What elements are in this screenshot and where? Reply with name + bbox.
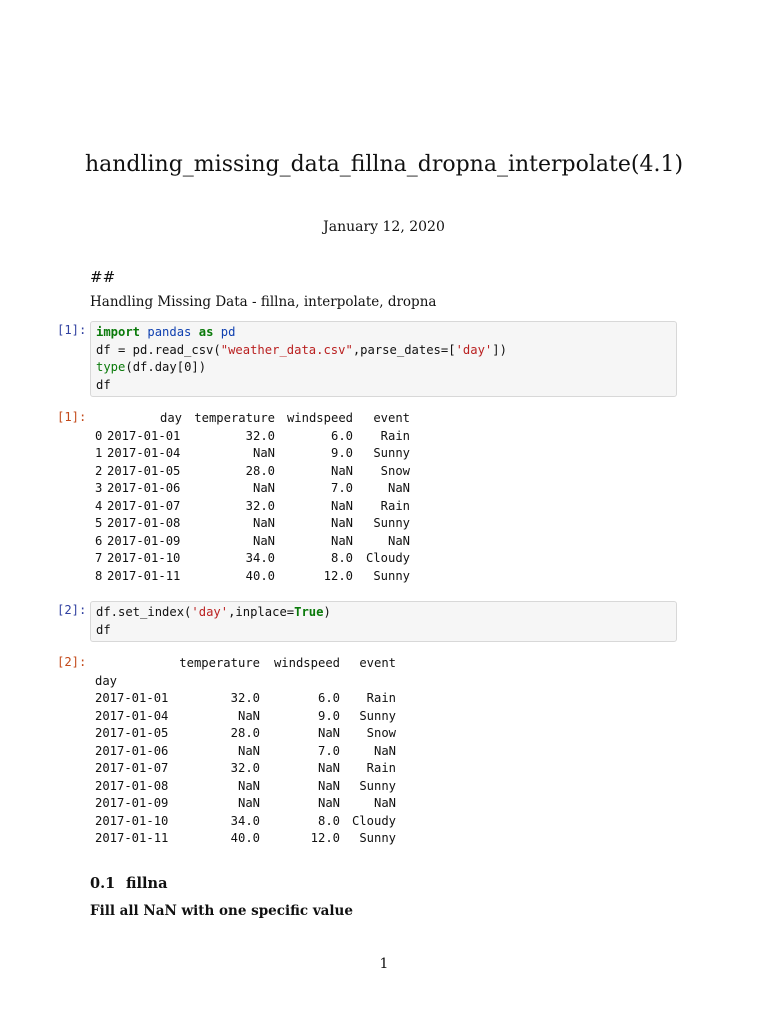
- code-line: [96, 377, 671, 395]
- cell1-output-prompt: [1]:: [57, 410, 87, 424]
- table-cell: Snow: [380, 463, 410, 478]
- table-cell: NaN: [317, 778, 340, 793]
- code-token: ): [323, 605, 331, 619]
- code-token: pd: [220, 325, 236, 339]
- code-token: 0: [184, 360, 192, 374]
- table-cell: 2017-01-01: [95, 691, 169, 705]
- column-header: event: [373, 411, 410, 425]
- table-cell: 2017-01-07: [107, 498, 181, 513]
- table-cell: NaN: [330, 463, 353, 478]
- table-cell: 9.0: [330, 446, 353, 460]
- table-cell: NaN: [317, 761, 340, 775]
- code-token: df = pd.read_csv(: [96, 342, 221, 357]
- markdown-hashes: ##: [90, 268, 116, 286]
- table-cell: Sunny: [373, 568, 410, 583]
- table-cell: 8.0: [317, 813, 340, 828]
- table-cell: 7.0: [330, 481, 353, 495]
- table-cell: 2017-01-09: [95, 796, 169, 810]
- cell1-code-input[interactable]: [90, 321, 677, 397]
- column-header: event: [359, 656, 396, 670]
- table-cell: 2017-01-01: [107, 428, 181, 443]
- table-cell: NaN: [330, 516, 353, 530]
- code-token: ]): [191, 360, 207, 374]
- table-cell: NaN: [237, 796, 260, 810]
- table-cell: Cloudy: [351, 813, 396, 828]
- table-cell: 2017-01-04: [95, 708, 169, 723]
- table-cell: NaN: [237, 743, 260, 758]
- table-cell: 8.0: [330, 551, 353, 565]
- table-cell: 2017-01-08: [107, 516, 181, 530]
- table-cell: 2017-01-05: [107, 463, 181, 478]
- table-cell: NaN: [317, 796, 340, 810]
- table-cell: 2017-01-04: [107, 446, 181, 460]
- cell2-output-prompt: [2]:: [57, 655, 87, 669]
- cell2-code-input[interactable]: [90, 601, 677, 642]
- code-token: ,inplace=: [228, 605, 295, 619]
- code-token: df: [96, 377, 111, 392]
- column-header: day: [159, 411, 182, 425]
- cell1-input-prompt: [1]:: [57, 323, 87, 337]
- table-cell: 32.0: [230, 691, 260, 705]
- table-cell: NaN: [317, 726, 340, 740]
- table-cell: Sunny: [373, 446, 410, 460]
- table-cell: 28.0: [230, 726, 260, 740]
- code-token: ,parse_dates=[: [352, 342, 456, 357]
- table-cell: 34.0: [245, 551, 275, 565]
- table-cell: NaN: [252, 446, 275, 460]
- index-name: day: [95, 673, 118, 688]
- table-cell: 12.0: [323, 568, 353, 583]
- table-cell: Sunny: [359, 708, 396, 723]
- code-token: 'day': [191, 605, 229, 619]
- table-cell: 2017-01-07: [95, 761, 169, 775]
- code-line: [96, 342, 671, 360]
- code-token: True: [294, 605, 324, 619]
- table-cell: 6.0: [317, 691, 340, 705]
- table-cell: Sunny: [359, 831, 396, 845]
- table-cell: Rain: [366, 761, 396, 775]
- column-header: windspeed: [273, 656, 340, 670]
- table-cell: 6.0: [330, 428, 353, 443]
- table-cell: NaN: [237, 778, 260, 793]
- table-cell: 32.0: [245, 428, 275, 443]
- section-title: fillna: [126, 875, 168, 892]
- table-cell: 0: [95, 428, 103, 443]
- table-cell: 28.0: [245, 463, 275, 478]
- table-cell: 2017-01-09: [107, 533, 181, 548]
- code-token: df: [96, 622, 111, 637]
- table-cell: 7.0: [317, 743, 340, 758]
- table-cell: Rain: [380, 428, 410, 443]
- code-token: type: [96, 360, 126, 374]
- table-cell: Sunny: [359, 778, 396, 793]
- code-token: 'day': [455, 342, 493, 357]
- table-cell: 3: [95, 481, 103, 495]
- table-cell: NaN: [373, 743, 396, 758]
- code-line: [96, 359, 671, 377]
- code-token: as: [198, 325, 214, 339]
- code-token: df.set_index(: [96, 605, 192, 619]
- code-token: (df.day[: [125, 360, 185, 374]
- code-token: import: [96, 325, 141, 339]
- table-cell: NaN: [330, 533, 353, 548]
- code-token: "weather_data.csv": [220, 342, 353, 357]
- table-cell: 2017-01-10: [107, 551, 181, 565]
- table-cell: 6: [95, 533, 103, 548]
- code-line: [96, 604, 671, 622]
- table-cell: 34.0: [230, 813, 260, 828]
- document-subtitle: Handling Missing Data - fillna, interpolate, dropna: [90, 294, 437, 310]
- table-cell: 2017-01-05: [95, 726, 169, 740]
- code-token: pandas: [147, 325, 192, 339]
- table-cell: NaN: [237, 708, 260, 723]
- table-cell: 2: [95, 463, 103, 478]
- table-cell: NaN: [387, 481, 410, 495]
- section-number: 0.1: [90, 875, 116, 892]
- page-number: 1: [379, 956, 389, 972]
- table-cell: 2017-01-10: [95, 813, 169, 828]
- table-cell: 2017-01-11: [95, 831, 169, 845]
- section-text: Fill all NaN with one specific value: [90, 903, 353, 919]
- table-cell: Sunny: [373, 516, 410, 530]
- table-cell: 8: [95, 568, 103, 583]
- table-cell: 32.0: [245, 498, 275, 513]
- cell2-input-prompt: [2]:: [57, 603, 87, 617]
- table-cell: 4: [95, 498, 103, 513]
- table-cell: 2017-01-08: [95, 778, 169, 793]
- table-cell: 2017-01-06: [95, 743, 169, 758]
- table-cell: Rain: [366, 691, 396, 705]
- table-cell: 32.0: [230, 761, 260, 775]
- code-token: [191, 325, 198, 339]
- column-header: temperature: [194, 411, 275, 425]
- table-cell: NaN: [252, 481, 275, 495]
- document-title: handling_missing_data_fillna_dropna_interpolate(4.1): [84, 152, 684, 177]
- table-cell: Cloudy: [365, 551, 410, 565]
- table-cell: NaN: [252, 533, 275, 548]
- column-header: temperature: [179, 656, 260, 670]
- code-line: [96, 622, 671, 640]
- document-date: January 12, 2020: [323, 219, 445, 235]
- table-cell: 40.0: [245, 568, 275, 583]
- table-cell: 12.0: [310, 831, 340, 845]
- table-cell: 5: [95, 516, 103, 530]
- table-cell: Rain: [380, 498, 410, 513]
- section-heading: [90, 875, 168, 892]
- table-cell: 7: [95, 551, 103, 565]
- table-cell: 2017-01-06: [107, 481, 181, 495]
- table-cell: 9.0: [317, 708, 340, 723]
- table-cell: 2017-01-11: [107, 568, 181, 583]
- code-token: ]): [492, 342, 507, 357]
- table-cell: 1: [95, 446, 103, 460]
- code-token: [213, 325, 220, 339]
- table-cell: NaN: [330, 498, 353, 513]
- table-cell: NaN: [387, 533, 410, 548]
- table-cell: NaN: [373, 796, 396, 810]
- table-cell: Snow: [366, 726, 396, 740]
- code-line: [96, 324, 671, 342]
- table-cell: 40.0: [230, 831, 260, 845]
- table-cell: NaN: [252, 516, 275, 530]
- column-header: windspeed: [286, 411, 353, 425]
